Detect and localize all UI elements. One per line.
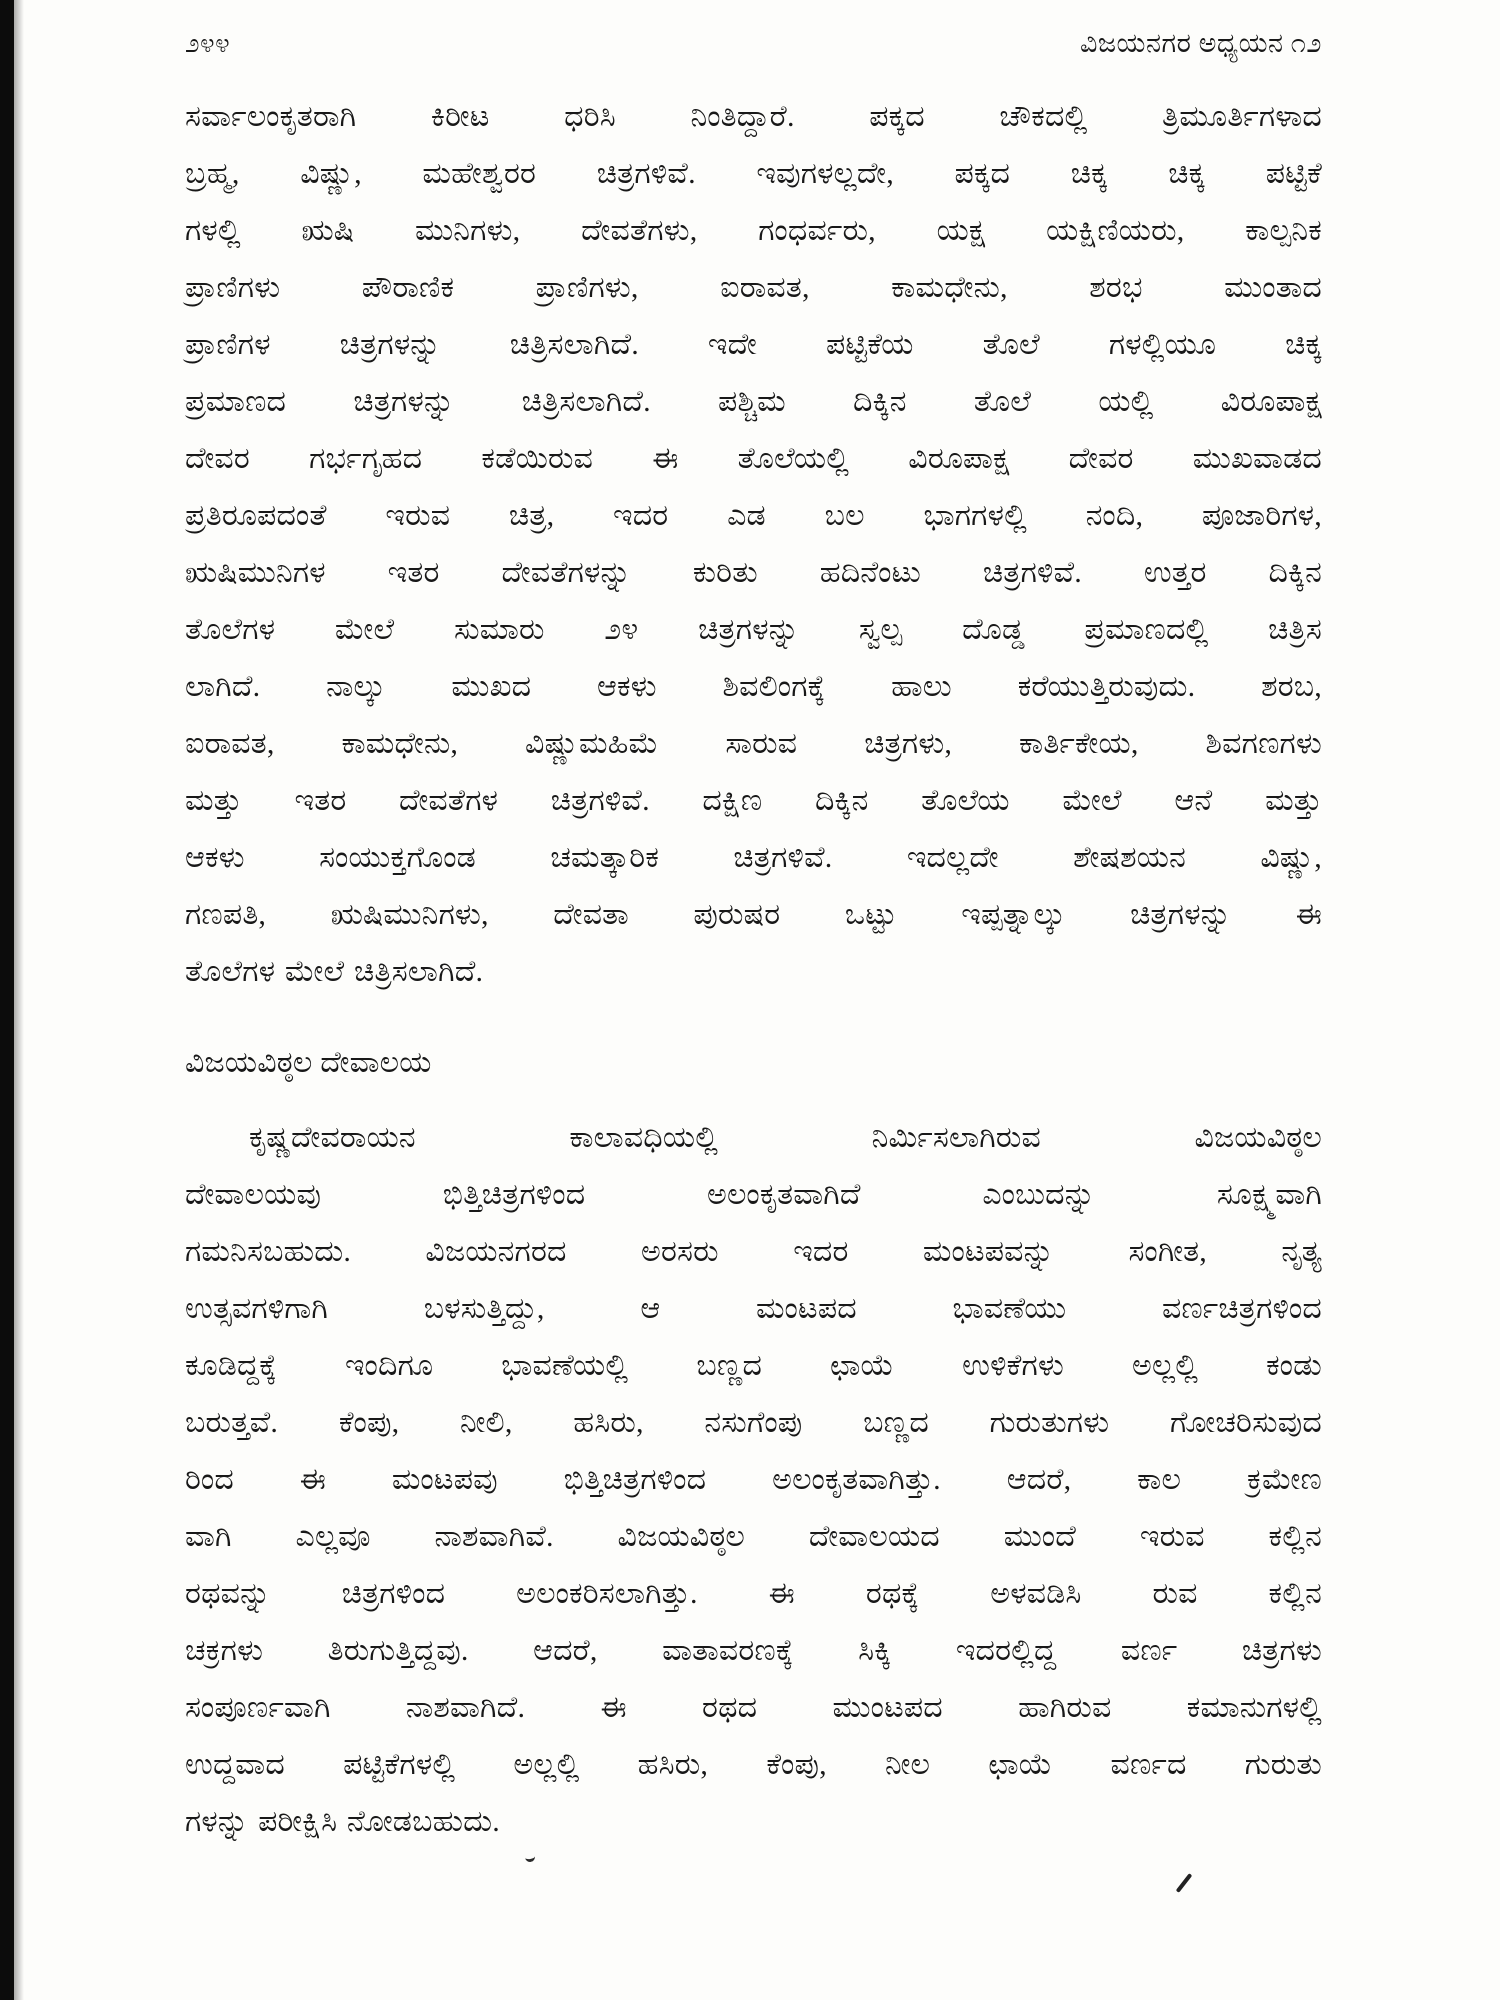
text-line: ದೇವಾಲಯವು ಭಿತ್ತಿಚಿತ್ರಗಳಿಂದ ಅಲಂಕೃತವಾಗಿದೆ ಎಂಬುದನ್ನು ಸೂಕ್ಷ್ಮವಾಗಿ <box>185 1178 1322 1211</box>
text-line: ಕೂಡಿದ್ದಕ್ಕೆ ಇಂದಿಗೂ ಭಾವಣೆಯಲ್ಲಿ ಬಣ್ಣದ ಛಾಯೆ ಉಳಿಕೆಗಳು ಅಲ್ಲಲ್ಲಿ ಕಂಡು <box>185 1349 1322 1382</box>
text-line: ಪ್ರಮಾಣದ ಚಿತ್ರಗಳನ್ನು ಚಿತ್ರಿಸಲಾಗಿದೆ. ಪಶ್ಚಿಮ ದಿಕ್ಕಿನ ತೊಲೆ ಯಲ್ಲಿ ವಿರೂಪಾಕ್ಷ <box>185 385 1322 418</box>
scan-edge-shadow <box>14 0 24 2000</box>
text-line: ಪ್ರತಿರೂಪದಂತೆ ಇರುವ ಚಿತ್ರ, ಇದರ ಎಡ ಬಲ ಭಾಗಗಳಲ್ಲಿ ನಂದಿ, ಪೂಜಾರಿಗಳ, <box>185 499 1322 532</box>
text-line: ತೊಲೆಗಳ ಮೇಲೆ ಸುಮಾರು ೨೪ ಚಿತ್ರಗಳನ್ನು ಸ್ವಲ್ಪ ದೊಡ್ಡ ಪ್ರಮಾಣದಲ್ಲಿ ಚಿತ್ರಿಸ <box>185 613 1322 646</box>
text-line: ಪ್ರಾಣಿಗಳು ಪೌರಾಣಿಕ ಪ್ರಾಣಿಗಳು, ಐರಾವತ, ಕಾಮಧೇನು, ಶರಭ ಮುಂತಾದ <box>185 271 1322 304</box>
text-line: ರಥವನ್ನು ಚಿತ್ರಗಳಿಂದ ಅಲಂಕರಿಸಲಾಗಿತ್ತು. ಈ ರಥಕ್ಕೆ ಅಳವಡಿಸಿ ರುವ ಕಲ್ಲಿನ <box>185 1577 1322 1610</box>
text-line: ಗಳನ್ನು ಪರೀಕ್ಷಿಸಿ ನೋಡಬಹುದು. <box>185 1805 500 1838</box>
text-line: ಉದ್ದವಾದ ಪಟ್ಟಿಕೆಗಳಲ್ಲಿ ಅಲ್ಲಲ್ಲಿ ಹಸಿರು, ಕೆಂಪು, ನೀಲ ಛಾಯೆ ವರ್ಣದ ಗುರುತು <box>185 1748 1322 1781</box>
text-line: ವಾಗಿ ಎಲ್ಲವೂ ನಾಶವಾಗಿವೆ. ವಿಜಯವಿಠ್ಠಲ ದೇವಾಲಯದ ಮುಂದೆ ಇರುವ ಕಲ್ಲಿನ <box>185 1520 1322 1553</box>
text-line: ಲಾಗಿದೆ. ನಾಲ್ಕು ಮುಖದ ಆಕಳು ಶಿವಲಿಂಗಕ್ಕೆ ಹಾಲು ಕರೆಯುತ್ತಿರುವುದು. ಶರಬ, <box>185 670 1322 703</box>
page-number: ೨೪೪ <box>185 29 231 58</box>
text-line: ಗಮನಿಸಬಹುದು. ವಿಜಯನಗರದ ಅರಸರು ಇದರ ಮಂಟಪವನ್ನು ಸಂಗೀತ, ನೃತ್ಯ <box>185 1235 1322 1268</box>
text-line: ಕೃಷ್ಣದೇವರಾಯನ ಕಾಲಾವಧಿಯಲ್ಲಿ ನಿರ್ಮಿಸಲಾಗಿರುವ ವಿಜಯವಿಠ್ಠಲ <box>249 1121 1322 1154</box>
text-line: ಚಕ್ರಗಳು ತಿರುಗುತ್ತಿದ್ದವು. ಆದರೆ, ವಾತಾವರಣಕ್ಕೆ ಸಿಕ್ಕಿ ಇದರಲ್ಲಿದ್ದ ವರ್ಣ ಚಿತ್ರಗಳು <box>185 1634 1322 1667</box>
section-heading: ವಿಜಯವಿಠ್ಠಲ ದೇವಾಲಯ <box>185 1046 432 1079</box>
scan-edge-artifact <box>0 0 14 2000</box>
running-title: ವಿಜಯನಗರ ಅಧ್ಯಯನ ೧೨ <box>1079 28 1322 58</box>
paragraph <box>185 88 1322 1000</box>
paragraph <box>185 1109 1322 1850</box>
text-line: ಐರಾವತ, ಕಾಮಧೇನು, ವಿಷ್ಣುಮಹಿಮೆ ಸಾರುವ ಚಿತ್ರಗಳು, ಕಾರ್ತಿಕೇಯ, ಶಿವಗಣಗಳು <box>185 727 1322 760</box>
text-line: ಮತ್ತು ಇತರ ದೇವತೆಗಳ ಚಿತ್ರಗಳಿವೆ. ದಕ್ಷಿಣ ದಿಕ್ಕಿನ ತೊಲೆಯ ಮೇಲೆ ಆನೆ ಮತ್ತು <box>185 784 1322 817</box>
scan-stray-mark <box>524 1851 535 1862</box>
scan-stray-mark <box>1176 1873 1193 1893</box>
text-line: ಆಕಳು ಸಂಯುಕ್ತಗೊಂಡ ಚಮತ್ಕಾರಿಕ ಚಿತ್ರಗಳಿವೆ. ಇದಲ್ಲದೇ ಶೇಷಶಯನ ವಿಷ್ಣು, <box>185 841 1322 874</box>
text-line: ತೊಲೆಗಳ ಮೇಲೆ ಚಿತ್ರಿಸಲಾಗಿದೆ. <box>185 955 484 988</box>
text-line: ದೇವರ ಗರ್ಭಗೃಹದ ಕಡೆಯಿರುವ ಈ ತೊಲೆಯಲ್ಲಿ ವಿರೂಪಾಕ್ಷ ದೇವರ ಮುಖವಾಡದ <box>185 442 1322 475</box>
text-body <box>185 88 1322 1850</box>
text-line: ಬರುತ್ತವೆ. ಕೆಂಪು, ನೀಲಿ, ಹಸಿರು, ನಸುಗೆಂಪು ಬಣ್ಣದ ಗುರುತುಗಳು ಗೋಚರಿಸುವುದ <box>185 1406 1322 1439</box>
text-line: ಗಳಲ್ಲಿ ಋಷಿ ಮುನಿಗಳು, ದೇವತೆಗಳು, ಗಂಧರ್ವರು, ಯಕ್ಷ ಯಕ್ಷಿಣಿಯರು, ಕಾಲ್ಪನಿಕ <box>185 214 1322 247</box>
text-line: ಸರ್ವಾಲಂಕೃತರಾಗಿ ಕಿರೀಟ ಧರಿಸಿ ನಿಂತಿದ್ದಾರೆ. ಪಕ್ಕದ ಚೌಕದಲ್ಲಿ ತ್ರಿಮೂರ್ತಿಗಳಾದ <box>185 100 1322 133</box>
text-line: ಸಂಪೂರ್ಣವಾಗಿ ನಾಶವಾಗಿದೆ. ಈ ರಥದ ಮುಂಟಪದ ಹಾಗಿರುವ ಕಮಾನುಗಳಲ್ಲಿ <box>185 1691 1322 1724</box>
text-line: ಋಷಿಮುನಿಗಳ ಇತರ ದೇವತೆಗಳನ್ನು ಕುರಿತು ಹದಿನೆಂಟು ಚಿತ್ರಗಳಿವೆ. ಉತ್ತರ ದಿಕ್ಕಿನ <box>185 556 1322 589</box>
text-line: ಉತ್ಸವಗಳಿಗಾಗಿ ಬಳಸುತ್ತಿದ್ದು, ಆ ಮಂಟಪದ ಭಾವಣೆಯು ವರ್ಣಚಿತ್ರಗಳಿಂದ <box>185 1292 1322 1325</box>
text-line: ರಿಂದ ಈ ಮಂಟಪವು ಭಿತ್ತಿಚಿತ್ರಗಳಿಂದ ಅಲಂಕೃತವಾಗಿತ್ತು. ಆದರೆ, ಕಾಲ ಕ್ರಮೇಣ <box>185 1463 1322 1496</box>
text-line: ಬ್ರಹ್ಮ, ವಿಷ್ಣು, ಮಹೇಶ್ವರರ ಚಿತ್ರಗಳಿವೆ. ಇವುಗಳಲ್ಲದೇ, ಪಕ್ಕದ ಚಿಕ್ಕ ಚಿಕ್ಕ ಪಟ್ಟಿಕೆ <box>185 157 1322 190</box>
page-header <box>185 28 1322 60</box>
text-line: ಗಣಪತಿ, ಋಷಿಮುನಿಗಳು, ದೇವತಾ ಪುರುಷರ ಒಟ್ಟು ಇಪ್ಪತ್ನಾಲ್ಕು ಚಿತ್ರಗಳನ್ನು ಈ <box>185 898 1322 931</box>
text-line: ಪ್ರಾಣಿಗಳ ಚಿತ್ರಗಳನ್ನು ಚಿತ್ರಿಸಲಾಗಿದೆ. ಇದೇ ಪಟ್ಟಿಕೆಯ ತೊಲೆ ಗಳಲ್ಲಿಯೂ ಚಿಕ್ಕ <box>185 328 1322 361</box>
